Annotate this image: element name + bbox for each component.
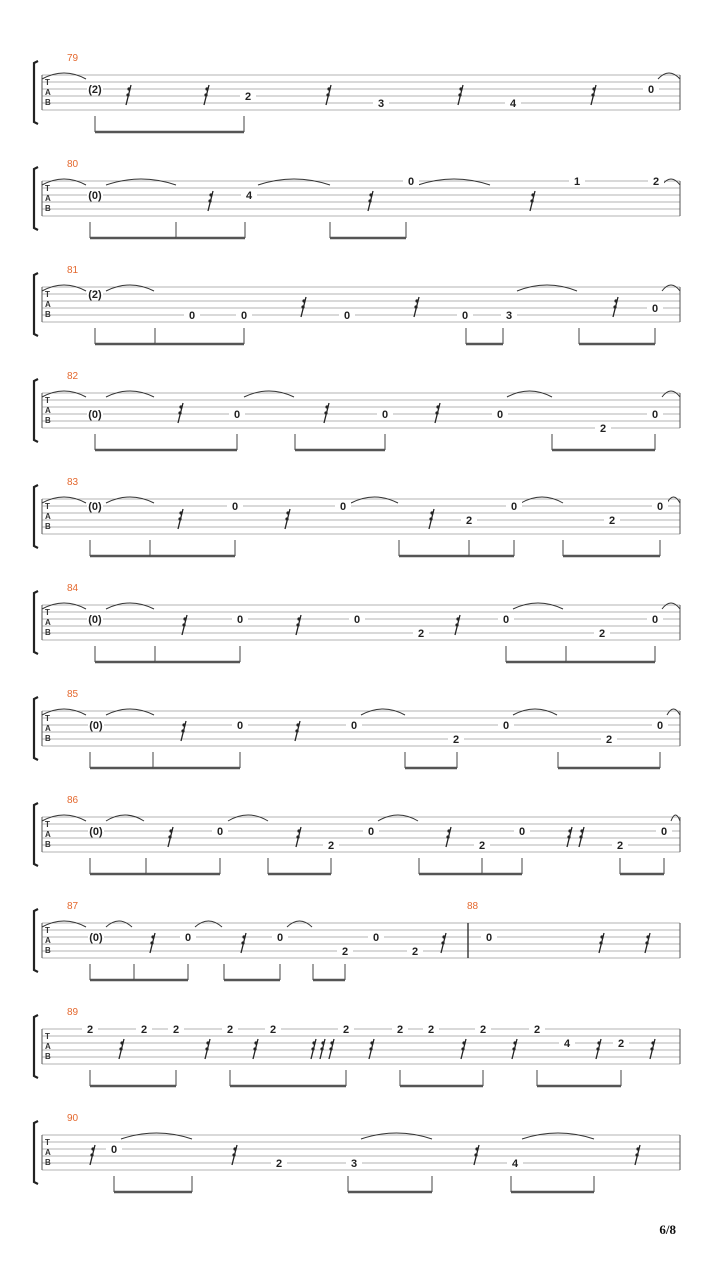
rest-dot	[205, 1047, 208, 1050]
tab-clef-letter: A	[45, 300, 51, 309]
rest-dot	[474, 1153, 477, 1156]
tie-icon	[662, 391, 680, 397]
rest-dot	[442, 935, 445, 938]
tab-system	[34, 689, 680, 768]
fret-number: 0	[231, 501, 239, 513]
rest-dot	[370, 1041, 373, 1044]
tie-icon	[195, 921, 222, 927]
tie-icon	[106, 285, 154, 291]
fret-number: 0	[407, 176, 415, 188]
rest-dot	[458, 93, 461, 96]
tab-clef-letter: T	[45, 608, 50, 617]
tie-icon	[361, 1133, 432, 1139]
tie-icon	[287, 921, 312, 927]
tab-system	[34, 477, 680, 556]
rest-dot	[127, 87, 130, 90]
fret-number: 2	[652, 176, 660, 188]
fret-number: 3	[505, 310, 513, 322]
rest-dot	[650, 1047, 653, 1050]
rest-dot	[597, 1041, 600, 1044]
tab-clef-letter: T	[45, 502, 50, 511]
tie-icon	[121, 1133, 192, 1139]
fret-number: 2	[605, 734, 613, 746]
rest-dot	[179, 405, 182, 408]
tie-icon	[258, 179, 330, 185]
fret-number: 0	[656, 720, 664, 732]
system-bracket-icon	[34, 803, 38, 866]
tie-icon	[106, 179, 176, 185]
tie-icon	[244, 391, 294, 397]
fret-number: (0)	[89, 826, 103, 838]
rest-dot	[311, 1047, 314, 1050]
tab-clef-letter: T	[45, 78, 50, 87]
fret-number: 0	[496, 409, 504, 421]
fret-number: 0	[188, 310, 196, 322]
rest-dot	[150, 941, 153, 944]
rest-dot	[599, 941, 602, 944]
fret-number: (2)	[88, 289, 102, 301]
fret-number: 4	[245, 190, 253, 202]
rest-dot	[242, 935, 245, 938]
measure-number: 90	[67, 1113, 79, 1124]
tab-clef-letter: B	[45, 1052, 51, 1061]
fret-number: 2	[465, 515, 473, 527]
tab-system	[34, 1113, 680, 1192]
tab-system	[34, 159, 680, 238]
measure-number: 80	[67, 159, 79, 170]
rest-dot	[320, 1047, 323, 1050]
rest-dot	[254, 1041, 257, 1044]
rest-dot	[285, 517, 288, 520]
rest-dot	[592, 87, 595, 90]
rest-dot	[512, 1047, 515, 1050]
fret-number: 0	[236, 720, 244, 732]
tie-icon	[106, 709, 154, 715]
rest-dot	[253, 1047, 256, 1050]
rest-dot	[459, 87, 462, 90]
measure-number: 82	[67, 371, 79, 382]
rest-dot	[286, 511, 289, 514]
rest-dot	[600, 935, 603, 938]
tab-clef-letter: T	[45, 926, 50, 935]
fret-number: 4	[509, 98, 517, 110]
tab-clef-letter: T	[45, 1032, 50, 1041]
fret-number: 2	[608, 515, 616, 527]
measure-number: 83	[67, 477, 79, 488]
tie-icon	[106, 391, 154, 397]
fret-number: 2	[269, 1024, 277, 1036]
rest-dot	[296, 723, 299, 726]
rest-dot	[126, 93, 129, 96]
rest-dot	[447, 829, 450, 832]
rest-dot	[330, 1041, 333, 1044]
fret-number: 2	[86, 1024, 94, 1036]
tie-icon	[662, 603, 680, 609]
fret-number: 2	[598, 628, 606, 640]
rest-dot	[327, 87, 330, 90]
fret-number: 2	[427, 1024, 435, 1036]
rest-dot	[614, 299, 617, 302]
tab-clef-letter: B	[45, 522, 51, 531]
tie-icon	[658, 73, 680, 79]
fret-number: 0	[518, 826, 526, 838]
fret-number: 3	[350, 1158, 358, 1170]
tab-system	[34, 1007, 680, 1086]
rest-dot	[613, 305, 616, 308]
tab-clef-letter: A	[45, 830, 51, 839]
tie-icon	[361, 709, 405, 715]
fret-number: (0)	[89, 720, 103, 732]
fret-number: 2	[478, 840, 486, 852]
rest-dot	[513, 1041, 516, 1044]
tab-clef-letter: A	[45, 406, 51, 415]
rest-dot	[326, 93, 329, 96]
rest-dot	[635, 1153, 638, 1156]
rest-dot	[296, 835, 299, 838]
tab-clef-letter: A	[45, 512, 51, 521]
tie-icon	[228, 815, 268, 821]
tie-icon	[667, 709, 680, 715]
tab-system	[34, 583, 680, 662]
fret-number: 0	[184, 932, 192, 944]
rest-dot	[241, 941, 244, 944]
tab-clef-letter: A	[45, 194, 51, 203]
system-bracket-icon	[34, 273, 38, 336]
rest-dot	[325, 405, 328, 408]
fret-number: 0	[240, 310, 248, 322]
measure-number: 86	[67, 795, 79, 806]
fret-number: 0	[510, 501, 518, 513]
rest-dot	[232, 1153, 235, 1156]
fret-number: 4	[563, 1038, 571, 1050]
tab-clef-letter: A	[45, 1042, 51, 1051]
tie-icon	[517, 285, 577, 291]
system-bracket-icon	[34, 61, 38, 124]
rest-dot	[475, 1147, 478, 1150]
fret-number: 0	[660, 826, 668, 838]
fret-number: 0	[502, 720, 510, 732]
fret-number: 2	[341, 946, 349, 958]
rest-dot	[591, 93, 594, 96]
rest-dot	[329, 1047, 332, 1050]
tab-system	[34, 795, 680, 874]
rest-dot	[178, 517, 181, 520]
fret-number: (0)	[88, 190, 102, 202]
rest-dot	[651, 1041, 654, 1044]
fret-number: (0)	[88, 614, 102, 626]
fret-number: 3	[377, 98, 385, 110]
rest-dot	[301, 305, 304, 308]
rest-dot	[636, 1147, 639, 1150]
tab-clef-letter: T	[45, 290, 50, 299]
system-bracket-icon	[34, 379, 38, 442]
fret-number: 2	[479, 1024, 487, 1036]
rest-dot	[368, 199, 371, 202]
rest-dot	[233, 1147, 236, 1150]
tie-icon	[513, 603, 563, 609]
system-bracket-icon	[34, 697, 38, 760]
system-bracket-icon	[34, 1015, 38, 1078]
fret-number: (0)	[88, 501, 102, 513]
fret-number: 0	[339, 501, 347, 513]
tie-icon	[662, 285, 680, 291]
tie-icon	[106, 815, 144, 821]
measure-number: 79	[67, 53, 79, 64]
rest-dot	[530, 199, 533, 202]
rest-dot	[579, 835, 582, 838]
fret-number: 2	[533, 1024, 541, 1036]
tie-icon	[667, 497, 680, 503]
measure-number: 84	[67, 583, 79, 594]
fret-number: 2	[411, 946, 419, 958]
rest-dot	[90, 1153, 93, 1156]
tab-clef-letter: A	[45, 724, 51, 733]
rest-dot	[430, 511, 433, 514]
rest-dot	[645, 941, 648, 944]
tie-icon	[507, 391, 552, 397]
rest-dot	[312, 1041, 315, 1044]
rest-dot	[441, 941, 444, 944]
rest-dot	[436, 405, 439, 408]
fret-number: 2	[616, 840, 624, 852]
system-bracket-icon	[34, 909, 38, 972]
rest-dot	[461, 1047, 464, 1050]
tie-icon	[418, 179, 490, 185]
tab-clef-letter: T	[45, 714, 50, 723]
fret-number: 2	[417, 628, 425, 640]
tab-clef-letter: B	[45, 310, 51, 319]
fret-number: 0	[647, 84, 655, 96]
rest-dot	[302, 299, 305, 302]
rest-dot	[91, 1147, 94, 1150]
fret-number: 2	[244, 91, 252, 103]
rest-dot	[531, 193, 534, 196]
fret-number: 0	[381, 409, 389, 421]
rest-dot	[168, 835, 171, 838]
fret-number: 2	[226, 1024, 234, 1036]
tie-icon	[671, 815, 680, 821]
rest-dot	[462, 1041, 465, 1044]
fret-number: 0	[485, 932, 493, 944]
fret-number: 2	[275, 1158, 283, 1170]
tab-clef-letter: B	[45, 98, 51, 107]
fret-number: 0	[502, 614, 510, 626]
fret-number: 0	[651, 303, 659, 315]
rest-dot	[206, 1041, 209, 1044]
tie-icon	[106, 497, 154, 503]
rest-dot	[120, 1041, 123, 1044]
rest-dot	[297, 617, 300, 620]
fret-number: 0	[236, 614, 244, 626]
tab-clef-letter: T	[45, 184, 50, 193]
fret-number: (0)	[89, 932, 103, 944]
fret-number: 0	[216, 826, 224, 838]
fret-number: 0	[350, 720, 358, 732]
tie-icon	[378, 815, 418, 821]
rest-dot	[295, 729, 298, 732]
rest-dot	[455, 623, 458, 626]
measure-number: 81	[67, 265, 79, 276]
fret-number: 2	[617, 1038, 625, 1050]
system-bracket-icon	[34, 485, 38, 548]
rest-dot	[296, 623, 299, 626]
fret-number: 2	[452, 734, 460, 746]
rest-dot	[179, 511, 182, 514]
fret-number: (2)	[88, 84, 102, 96]
tab-clef-letter: T	[45, 820, 50, 829]
rest-dot	[596, 1047, 599, 1050]
rest-dot	[415, 299, 418, 302]
tab-system	[34, 371, 680, 450]
tab-system	[34, 901, 680, 980]
rest-dot	[369, 193, 372, 196]
tie-icon	[662, 179, 680, 185]
tie-icon	[351, 497, 398, 503]
fret-number: 2	[599, 423, 607, 435]
tab-clef-letter: A	[45, 1148, 51, 1157]
rest-dot	[568, 829, 571, 832]
rest-dot	[183, 617, 186, 620]
rest-dot	[456, 617, 459, 620]
fret-number: 2	[172, 1024, 180, 1036]
fret-number: 2	[342, 1024, 350, 1036]
tab-clef-letter: B	[45, 1158, 51, 1167]
rest-dot	[414, 305, 417, 308]
tie-icon	[106, 603, 154, 609]
tab-clef-letter: B	[45, 734, 51, 743]
fret-number: 0	[656, 501, 664, 513]
tie-icon	[513, 709, 557, 715]
rest-dot	[297, 829, 300, 832]
rest-dot	[178, 411, 181, 414]
tie-icon	[106, 921, 132, 927]
fret-number: 2	[396, 1024, 404, 1036]
fret-number: 0	[353, 614, 361, 626]
fret-number: 0	[343, 310, 351, 322]
fret-number: 0	[651, 614, 659, 626]
fret-number: 2	[140, 1024, 148, 1036]
tab-system	[34, 265, 680, 344]
tab-clef-letter: B	[45, 946, 51, 955]
fret-number: 1	[573, 176, 581, 188]
rest-dot	[204, 93, 207, 96]
tie-icon	[521, 497, 563, 503]
fret-number: 0	[651, 409, 659, 421]
rest-dot	[209, 193, 212, 196]
rest-dot	[429, 517, 432, 520]
fret-number: 0	[367, 826, 375, 838]
fret-number: 2	[327, 840, 335, 852]
rest-dot	[182, 723, 185, 726]
rest-dot	[321, 1041, 324, 1044]
rest-dot	[567, 835, 570, 838]
tab-clef-letter: A	[45, 88, 51, 97]
rest-dot	[119, 1047, 122, 1050]
tie-icon	[522, 1133, 594, 1139]
measure-number: 87	[67, 901, 79, 912]
system-bracket-icon	[34, 1121, 38, 1184]
rest-dot	[205, 87, 208, 90]
tab-clef-letter: B	[45, 628, 51, 637]
rest-dot	[181, 729, 184, 732]
tab-clef-letter: T	[45, 396, 50, 405]
rest-dot	[646, 935, 649, 938]
rest-dot	[580, 829, 583, 832]
tab-clef-letter: A	[45, 618, 51, 627]
measure-number: 88	[467, 901, 479, 912]
rest-dot	[435, 411, 438, 414]
rest-dot	[208, 199, 211, 202]
rest-dot	[369, 1047, 372, 1050]
tab-clef-letter: B	[45, 204, 51, 213]
fret-number: 0	[110, 1144, 118, 1156]
system-bracket-icon	[34, 167, 38, 230]
rest-dot	[151, 935, 154, 938]
fret-number: 0	[233, 409, 241, 421]
fret-number: 0	[461, 310, 469, 322]
tab-clef-letter: T	[45, 1138, 50, 1147]
rest-dot	[324, 411, 327, 414]
rest-dot	[182, 623, 185, 626]
tab-clef-letter: B	[45, 416, 51, 425]
tab-system	[34, 53, 680, 132]
fret-number: 0	[372, 932, 380, 944]
page-number: 6/8	[659, 1222, 676, 1237]
rest-dot	[169, 829, 172, 832]
fret-number: 0	[276, 932, 284, 944]
rest-dot	[446, 835, 449, 838]
tab-clef-letter: A	[45, 936, 51, 945]
tab-clef-letter: B	[45, 840, 51, 849]
system-bracket-icon	[34, 591, 38, 654]
measure-number: 89	[67, 1007, 79, 1018]
measure-number: 85	[67, 689, 79, 700]
fret-number: (0)	[88, 409, 102, 421]
fret-number: 4	[511, 1158, 519, 1170]
